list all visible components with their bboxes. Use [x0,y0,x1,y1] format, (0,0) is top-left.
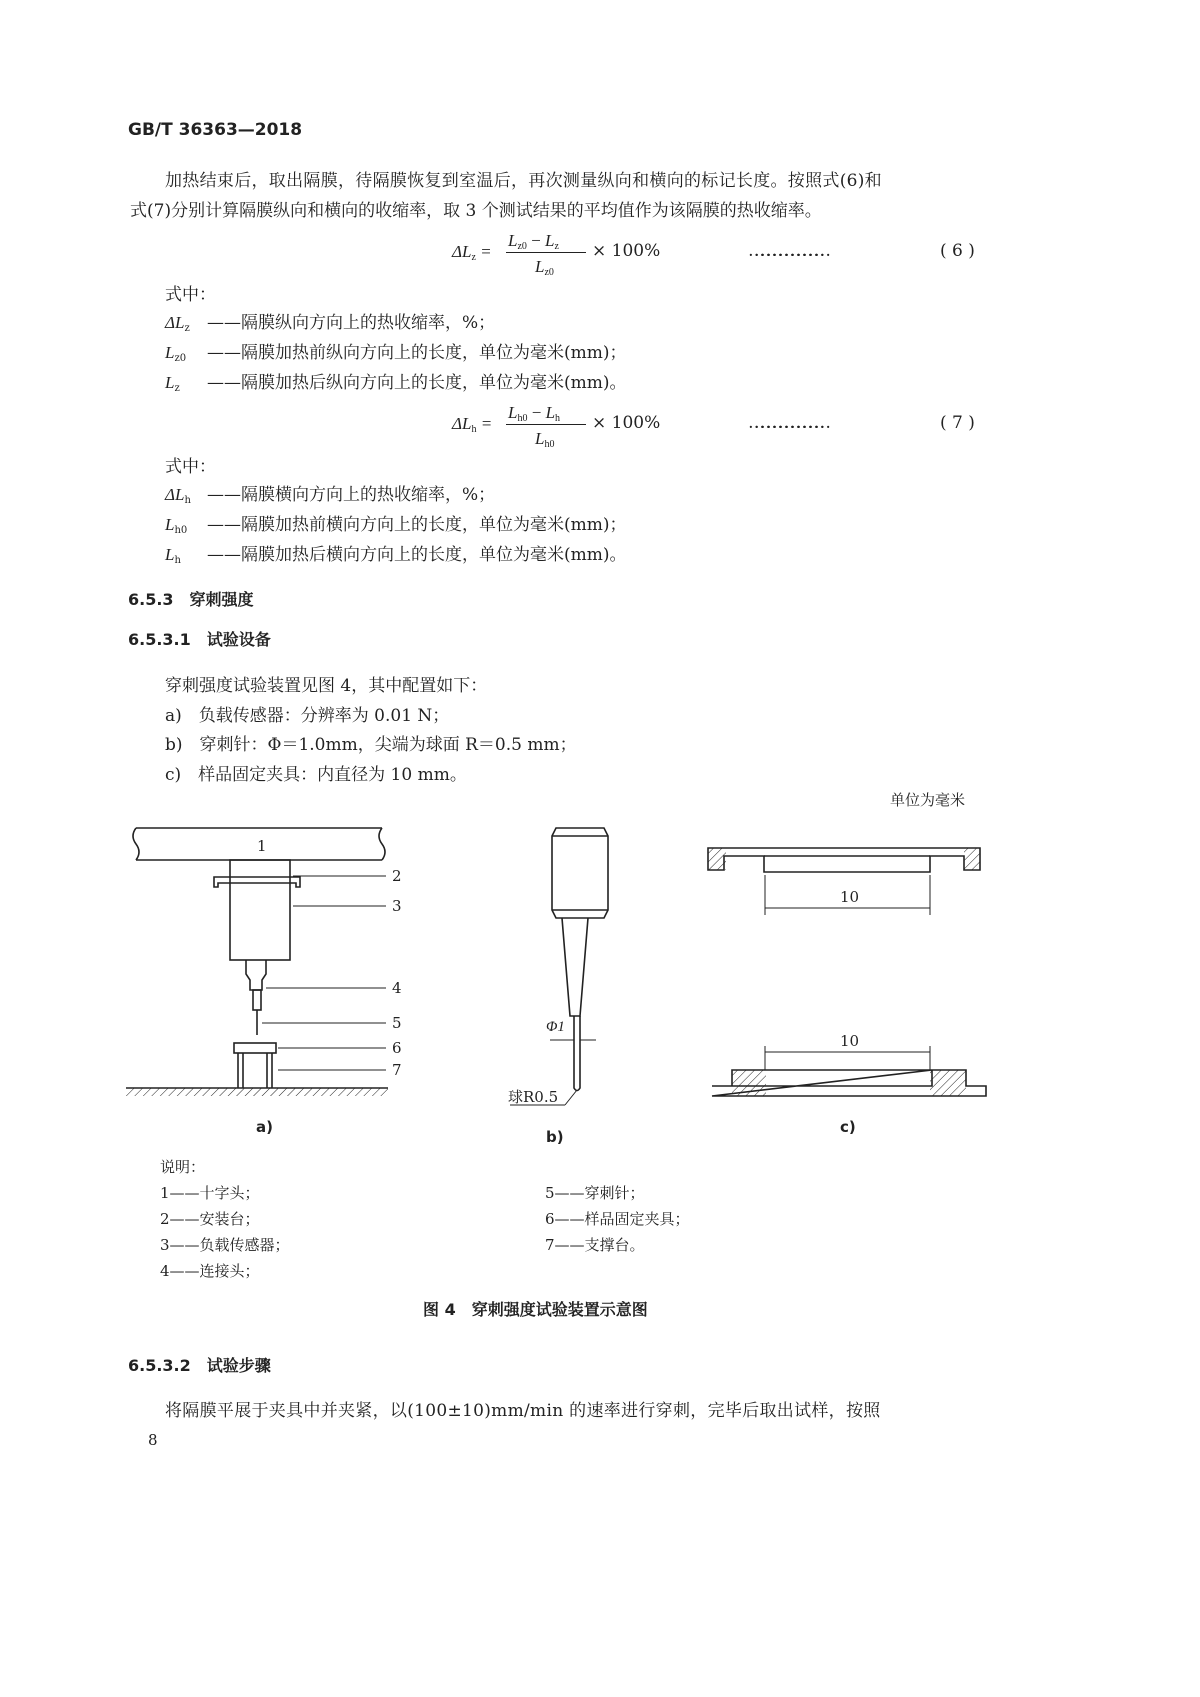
variable-def: $L_z$ ——隔膜加热后纵向方向上的长度，单位为毫米(mm)。 [165,373,627,394]
list-item: b) 穿刺针：Φ＝1.0mm，尖端为球面 R＝0.5 mm； [165,735,577,755]
equation-denominator: $L_{z0}$ [535,257,554,278]
paragraph: 将隔膜平展于夹具中并夹紧，以(100±10)mm/min 的速率进行穿刺，完毕后取出试样，按照 [165,1401,881,1421]
dimension-ball-radius: 球R0.5 [508,1088,559,1106]
clamp-top [708,848,980,872]
where-label: 式中： [165,285,216,305]
legend-item: 4——连接头； [160,1262,260,1280]
dimension-phi: Φ1 [546,1019,565,1035]
mount-plate [214,877,300,887]
legend-title: 说明： [160,1158,206,1176]
connector [246,960,266,990]
paragraph-line: 加热结束后，取出隔膜，待隔膜恢复到室温后，再次测量纵向和横向的标记长度。按照式(6)和 [165,171,882,191]
section-heading: 6.5.3 穿刺强度 [128,590,254,609]
dimension-10: 10 [840,888,860,906]
clamp [234,1043,276,1053]
subfigure-label: a) [256,1118,273,1136]
equation-tail: × 100% [592,413,661,433]
equation-numerator: $L_{z0} - L_z$ [508,231,559,252]
variable-def: $L_{z0}$ ——隔膜加热前纵向方向上的长度，单位为毫米(mm)； [165,343,627,364]
legend-item: 3——负载传感器； [160,1236,290,1254]
subfigure-label: c) [840,1118,856,1136]
section-heading: 6.5.3.2 试验步骤 [128,1356,271,1375]
dimension-10: 10 [840,1032,860,1050]
callout-3: 3 [392,897,402,915]
leader-dots: ……………………………… [748,241,820,261]
needle-body [552,828,608,918]
list-item: c) 样品固定夹具：内直径为 10 mm。 [165,765,467,785]
callout-1: 1 [257,837,267,855]
equation-numerator: $L_{h0} - L_h$ [508,403,561,424]
leader-dots: ……………………………… [748,413,820,433]
equation-lhs: $\Delta L_h$ = [452,414,493,435]
variable-def: $\Delta L_h$ ——隔膜横向方向上的热收缩率，%； [165,485,496,506]
variable-def: $\Delta L_z$ ——隔膜纵向方向上的热收缩率，%； [165,313,496,334]
subfigure-label: b) [546,1128,564,1146]
equation-tail: × 100% [592,241,661,261]
unit-note: 单位为毫米 [890,791,966,809]
where-label: 式中： [165,457,216,477]
legend-item: 2——安装台； [160,1210,260,1228]
legend-item: 6——样品固定夹具； [545,1210,690,1228]
equation-lhs: $\Delta L_z$ = [452,242,492,263]
callout-7: 7 [392,1061,402,1079]
standard-header: GB/T 36363—2018 [128,120,303,140]
equation-number: ( 6 ) [940,241,975,261]
load-sensor [230,860,290,960]
equation-denominator: $L_{h0}$ [535,429,555,450]
callout-2: 2 [392,867,402,885]
page-number: 8 [148,1431,158,1449]
equation-number: ( 7 ) [940,413,975,433]
variable-def: $L_h$ ——隔膜加热后横向方向上的长度，单位为毫米(mm)。 [165,545,627,566]
list-item: a) 负载传感器：分辨率为 0.01 N； [165,706,450,726]
legend-item: 7——支撑台。 [545,1236,645,1254]
paragraph: 穿刺强度试验装置见图 4，其中配置如下： [165,676,488,696]
callout-6: 6 [392,1039,402,1057]
section-heading: 6.5.3.1 试验设备 [128,630,271,649]
figure-caption: 图 4 穿刺强度试验装置示意图 [423,1300,648,1319]
legend-item: 1——十字头； [160,1184,260,1202]
needle-tip [574,1016,580,1091]
paragraph-line: 式(7)分别计算隔膜纵向和横向的收缩率，取 3 个测试结果的平均值作为该隔膜的热收缩率。 [130,201,822,221]
callout-4: 4 [392,979,402,997]
callout-5: 5 [392,1014,402,1032]
legend-item: 5——穿刺针； [545,1184,645,1202]
variable-def: $L_{h0}$ ——隔膜加热前横向方向上的长度，单位为毫米(mm)； [165,515,627,536]
